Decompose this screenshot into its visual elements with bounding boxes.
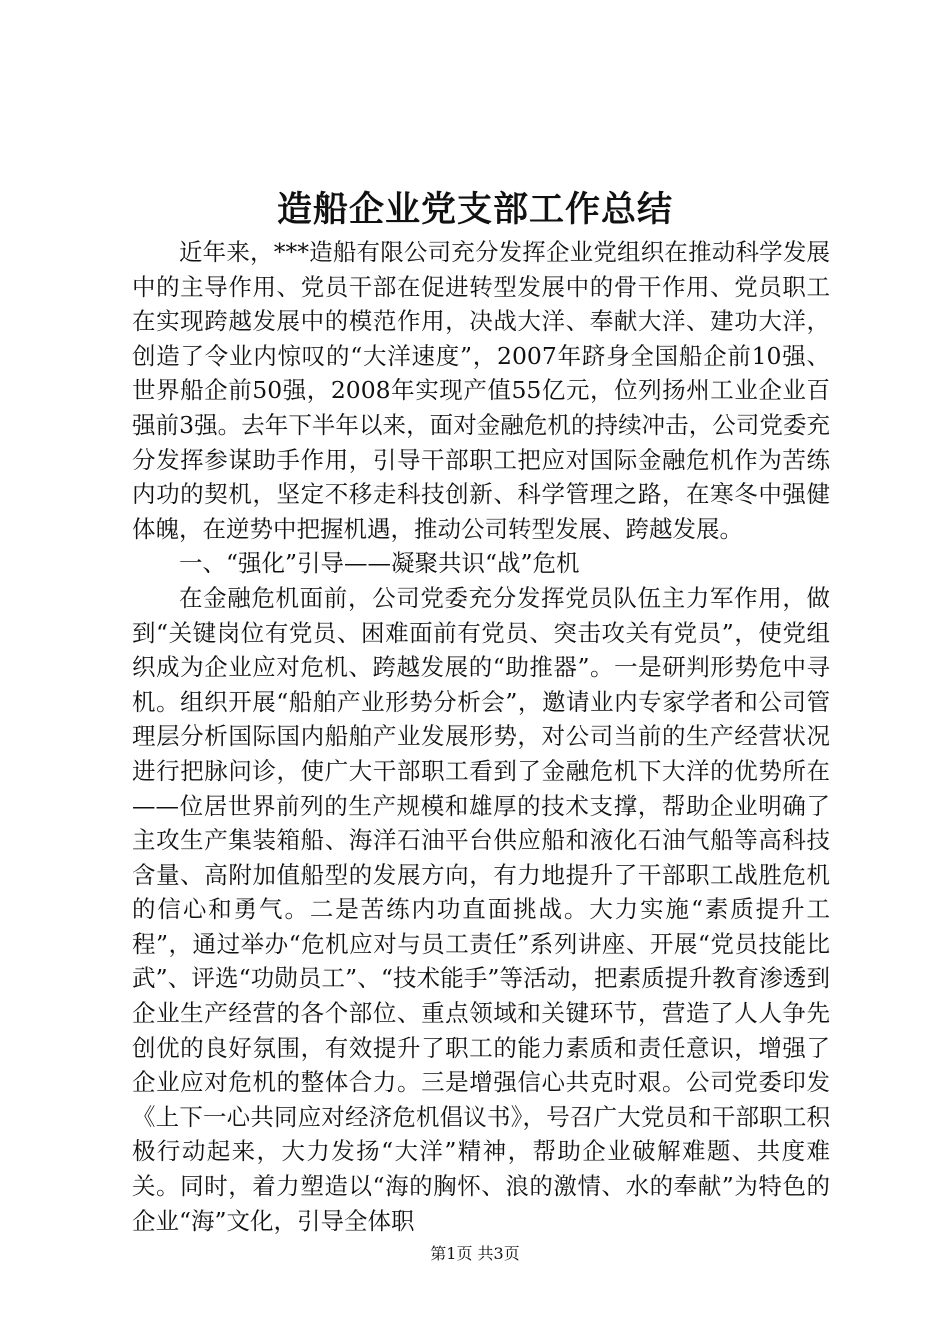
section-paragraph: 在金融危机面前，公司党委充分发挥党员队伍主力军作用，做到“关键岗位有党员、困难面前有党员、突击攻关有党员”，使党组织成为企业应对危机、跨越发展的“助推器”。一是研判形势危中寻机。组织开展“船舶产业形势分析会”，邀请业内专家学者和公司管理层分析国际国内船舶产业发展形势，对公司当前的生产经营状况进行把脉问诊，使广大干部职工看到了金融危机下大洋的优势所在——位居世界前列的生产规模和雄厚的技术支撑，帮助企业明确了主攻生产集装箱船、海洋石油平台供应船和液化石油气船等高科技含量、高附加值船型的发展方向，有力地提升了干部职工战胜危机的信心和勇气。二是苦练内功直面挑战。大力实施“素质提升工程”，通过举办“危机应对与员工责任”系列讲座、开展“党员技能比武”、评选“功勋员工”、“技术能手”等活动，把素质提升教育渗透到企业生产经营的各个部位、重点领域和关键环节，营造了人人争先创优的良好氛围，有效提升了职工的能力素质和责任意识，增强了企业应对危机的整体合力。三是增强信心共克时艰。公司党委印发《上下一心共同应对经济危机倡议书》，号召广大党员和干部职工积极行动起来，大力发扬“大洋”精神，帮助企业破解难题、共度难关。同时，着力塑造以“海的胸怀、浪的激情、水的奉献”为特色的企业“海”文化，引导全体职 (132, 583, 830, 1235)
intro-paragraph: 近年来，***造船有限公司充分发挥企业党组织在推动科学发展中的主导作用、党员干部在促进转型发展中的骨干作用、党员职工在实现跨越发展中的模范作用，决战大洋、奉献大洋、建功大洋，创造了令业内惊叹的“大洋速度”，2007年跻身全国船企前10强、世界船企前50强，2008年实现产值55亿元，位列扬州工业企业百强前3强。去年下半年以来，面对金融危机的持续冲击，公司党委充分发挥参谋助手作用，引导干部职工把应对国际金融危机作为苦练内功的契机，坚定不移走科技创新、科学管理之路，在寒冬中强健体魄，在逆势中把握机遇，推动公司转型发展、跨越发展。 (132, 238, 830, 543)
document-title: 造船企业党支部工作总结 (276, 189, 673, 230)
section-heading: 一、“强化”引导——凝聚共识“战”危机 (179, 549, 580, 578)
document-body (132, 235, 830, 1238)
page-footer: 第1页 共3页 (430, 1244, 520, 1263)
